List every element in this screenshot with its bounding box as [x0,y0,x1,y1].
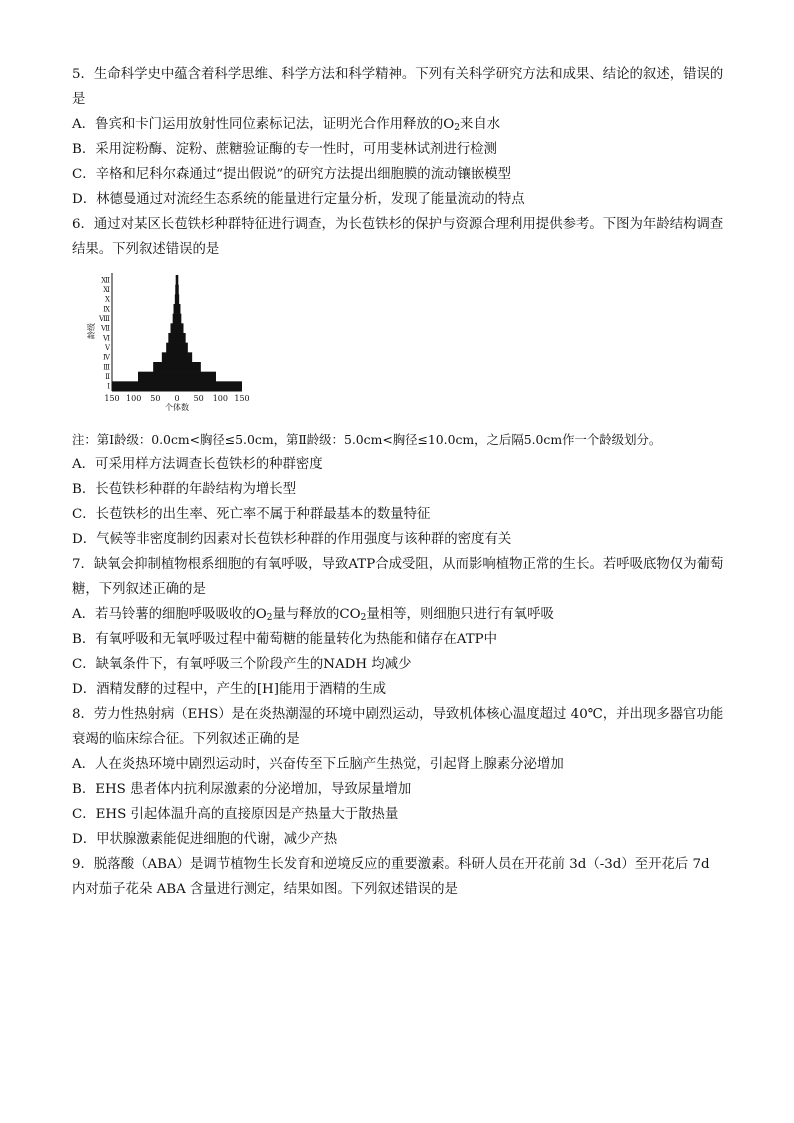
pyramid-y-tick-label: Ⅺ [103,286,110,294]
question-5-option-d: D．林德曼通过对流经生态系统的能量进行定量分析，发现了能量流动的特点 [72,192,525,207]
question-8-option-b: B．EHS 患者体内抗利尿激素的分泌增加，导致尿量增加 [72,782,412,797]
pyramid-y-tick-label: Ⅹ [105,295,110,304]
question-9 [72,852,724,902]
pyramid-bar-7 [171,323,184,333]
question-7 [72,552,724,702]
pyramid-x-tick-label: 150 [234,394,250,403]
pyramid-x-axis-label: 个体数 [165,403,189,412]
question-5-option-a: A．鲁宾和卡门运用放射性同位素标记法，证明光合作用释放的$O_2$来自水 [72,117,501,133]
pyramid-x-tick-label: 100 [126,394,142,403]
question-6 [72,212,724,262]
pyramid-y-tick-label: Ⅲ [103,363,110,372]
question-8-option-c: C．EHS 引起体温升高的直接原因是产热量大于散热量 [72,807,399,822]
pyramid-bar-11 [175,285,178,295]
pyramid-y-tick-label: Ⅵ [102,334,110,343]
pyramid-y-axis-label: 龄级 [87,323,96,339]
age-pyramid-svg [82,268,252,418]
pyramid-bar-8 [173,314,182,324]
question-5-option-c: C．辛格和尼科尔森通过“提出假说”的研究方法提出细胞膜的流动镶嵌模型 [72,167,512,182]
age-structure-chart [82,268,252,418]
question-6-option-c: C．长苞铁杉的出生率、死亡率不属于种群最基本的数量特征 [72,507,431,522]
pyramid-y-tick-label: Ⅻ [101,276,110,285]
pyramid-bar-4 [162,352,192,362]
question-5 [72,62,724,212]
pyramid-y-tick-label: Ⅱ [105,373,110,381]
pyramid-bar-9 [174,304,181,314]
pyramid-bar-12 [176,275,179,285]
question-8-option-d: D．甲状腺激素能促进细胞的代谢，减少产热 [72,832,338,847]
pyramid-x-tick-label: 0 [174,394,180,403]
question-6-note: 注：第Ⅰ龄级：0.0cm<胸径≤5.0cm，第Ⅱ龄级：5.0cm<胸径≤10.0cm，之后隔5.0cm作一个龄级划分。 [72,432,662,447]
pyramid-x-tick-label: 50 [193,394,204,403]
question-6-stem: 6．通过对某区长苞铁杉种群特征进行调查，为长苞铁杉的保护与资源合理利用提供参考。下图为年龄结构调查结果。下列叙述错误的是 [72,217,724,257]
question-5-stem: 5．生命科学史中蕴含着科学思维、科学方法和科学精神。下列有关科学研究方法和成果、结论的叙述，错误的是 [72,67,724,107]
pyramid-x-tick-label: 150 [104,394,120,403]
question-7-option-b: B．有氧呼吸和无氧呼吸过程中葡萄糖的能量转化为热能和储存在ATP中 [72,632,498,647]
question-8-option-a: A．人在炎热环境中剧烈运动时，兴奋传至下丘脑产生热觉，引起肾上腺素分泌增加 [72,757,564,772]
question-6-option-d: D．气候等非密度制约因素对长苞铁杉种群的作用强度与该种群的密度有关 [72,532,512,547]
pyramid-y-tick-label: Ⅷ [98,315,110,323]
question-7-option-a: A．若马铃薯的细胞呼吸吸收的$O_2$量与释放的$CO_2$量相等，则细胞只进行有氧呼吸 [72,607,554,623]
question-6-option-b: B．长苞铁杉种群的年龄结构为增长型 [72,482,297,497]
question-7-option-d: D．酒精发酵的过程中，产生的[H]能用于酒精的生成 [72,682,387,697]
question-9-stem: 9．脱落酸（ABA）是调节植物生长发育和逆境反应的重要激素。科研人员在开花前 3d（-3d）至开花后 7d 内对茄子花朵 ABA 含量进行测定，结果如图。下列叙述错误的是 [72,857,710,897]
pyramid-bar-2 [138,372,216,382]
pyramid-bar-5 [166,343,188,353]
pyramid-y-tick-label: Ⅳ [103,353,110,362]
pyramid-y-tick-label: Ⅸ [103,305,110,314]
question-6-option-a: A．可采用样方法调查长苞铁杉的种群密度 [72,457,323,472]
question-7-option-c: C．缺氧条件下，有氧呼吸三个阶段产生的NADH 均减少 [72,657,412,672]
pyramid-bar-3 [153,362,201,372]
question-8 [72,702,724,852]
question-5-option-b: B．采用淀粉酶、淀粉、蔗糖验证酶的专一性时，可用斐林试剂进行检测 [72,142,497,157]
pyramid-x-tick-label: 100 [212,394,228,403]
pyramid-x-tick-label: 50 [150,394,161,403]
pyramid-y-tick-label: Ⅶ [100,324,110,333]
pyramid-y-tick-label: Ⅴ [104,344,110,352]
pyramid-bar-1 [112,381,242,391]
pyramid-y-tick-label: Ⅰ [107,382,110,391]
question-8-stem: 8．劳力性热射病（EHS）是在炎热潮湿的环境中剧烈运动，导致机体核心温度超过 40℃，并出现多器官功能衰竭的临床综合征。下列叙述正确的是 [72,707,724,747]
pyramid-bar-10 [175,294,179,304]
pyramid-bar-6 [168,333,185,343]
question-6-body [72,427,724,552]
question-7-stem: 7．缺氧会抑制植物根系细胞的有氧呼吸，导致ATP合成受阻，从而影响植物正常的生长。若呼吸底物仅为葡萄糖，下列叙述正确的是 [72,557,724,597]
